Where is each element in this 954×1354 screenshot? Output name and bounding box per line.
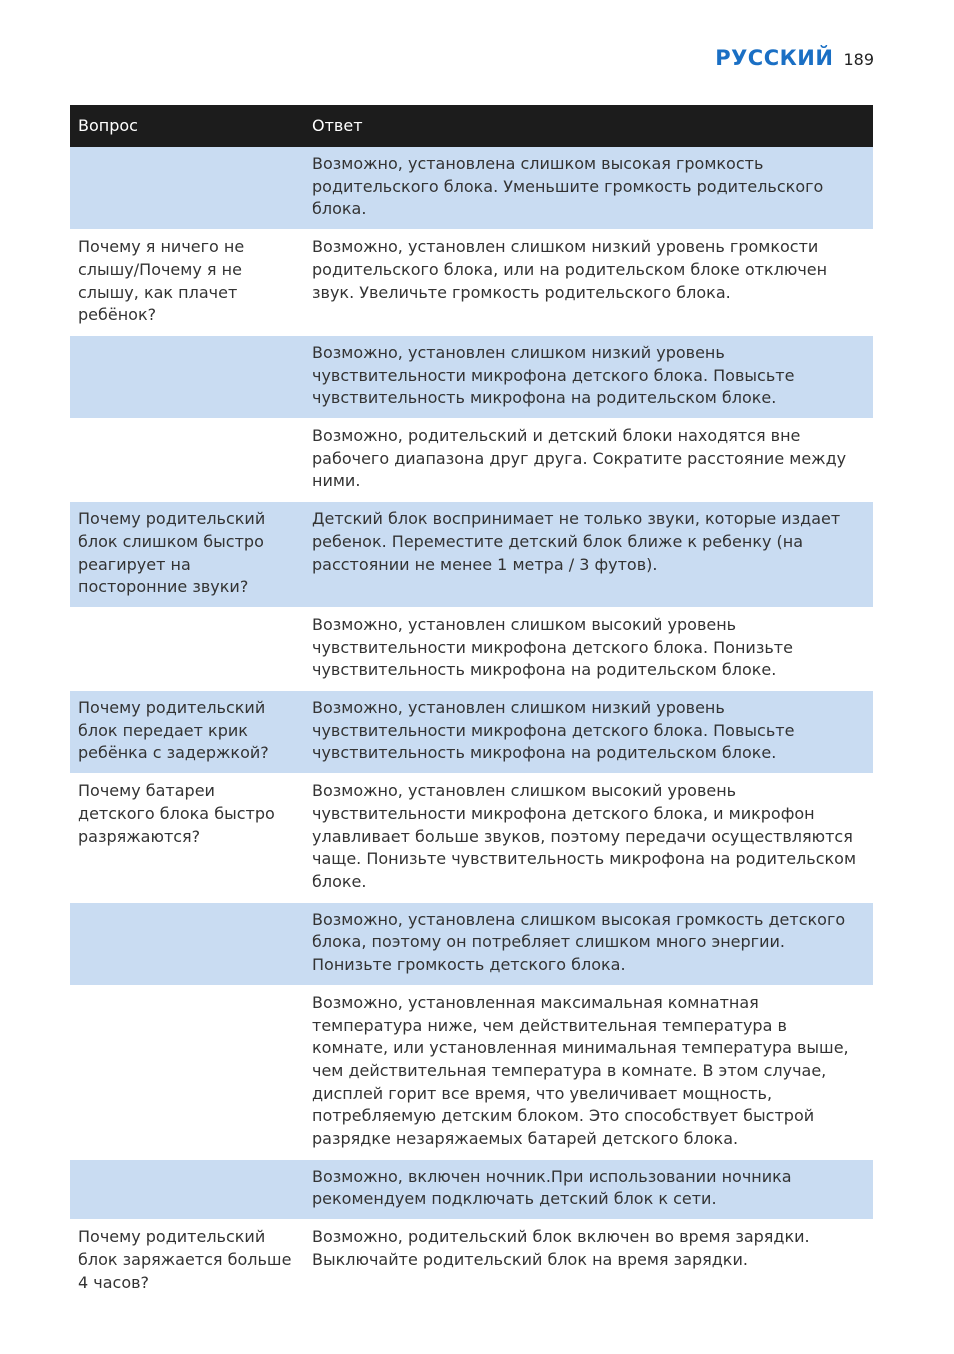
- table-header-row: [70, 105, 873, 147]
- table-row: [70, 774, 873, 903]
- question-cell: [70, 419, 304, 502]
- table-row: [70, 1159, 873, 1219]
- question-cell: Почему батареи детского блока быстро разряжаются?: [70, 774, 304, 903]
- table-row: [70, 419, 873, 502]
- answer-cell: Возможно, включен ночник.При использовании ночника рекомендуем подключать детский блок к сети.: [304, 1159, 873, 1219]
- question-cell: [70, 335, 304, 418]
- question-cell: Почему я ничего не слышу/Почему я не слышу, как плачет ребёнок?: [70, 230, 304, 336]
- answer-cell: Возможно, установлен слишком низкий уровень громкости родительского блока, или на родительском блоке отключен звук. Увеличьте громкость родительского блока.: [304, 230, 873, 336]
- answer-cell: Возможно, установлена слишком высокая громкость родительского блока. Уменьшите громкость родительского блока.: [304, 147, 873, 230]
- answer-cell: Возможно, установлен слишком высокий уровень чувствительности микрофона детского блока, и микрофон улавливает больше звуков, поэтому передачи осуществляются чаще. Понизьте чувствительность микрофона на родительском блоке.: [304, 774, 873, 903]
- column-header-answer: Ответ: [304, 105, 873, 147]
- table-row: [70, 985, 873, 1159]
- question-cell: [70, 1159, 304, 1219]
- question-cell: Почему родительский блок слишком быстро реагирует на посторонние звуки?: [70, 502, 304, 608]
- table-row: [70, 230, 873, 336]
- answer-cell: Детский блок воспринимает не только звуки, которые издает ребенок. Переместите детский блок ближе к ребенку (на расстоянии не менее 1 метра / 3 футов).: [304, 502, 873, 608]
- answer-cell: Возможно, установлен слишком низкий уровень чувствительности микрофона детского блока. Повысьте чувствительность микрофона на родительском блоке.: [304, 335, 873, 418]
- table-row: [70, 607, 873, 690]
- column-header-question: Вопрос: [70, 105, 304, 147]
- faq-table: [70, 105, 873, 1303]
- answer-cell: Возможно, установленная максимальная комнатная температура ниже, чем действительная температура в комнате, или установленная минимальная температура выше, чем действительная температура в комнате. В этом случае, дисплей горит все время, что увеличивает мощность, потребляемую детским блоком. Это способствует быстрой разрядке незаряжаемых батарей детского блока.: [304, 985, 873, 1159]
- question-cell: [70, 607, 304, 690]
- question-cell: Почему родительский блок передает крик ребёнка с задержкой?: [70, 691, 304, 774]
- question-cell: [70, 985, 304, 1159]
- table-row: [70, 902, 873, 985]
- answer-cell: Возможно, установлена слишком высокая громкость детского блока, поэтому он потребляет слишком много энергии. Понизьте громкость детского блока.: [304, 902, 873, 985]
- table-row: [70, 1220, 873, 1303]
- page-header: [715, 46, 874, 70]
- table-row: [70, 147, 873, 230]
- answer-cell: Возможно, родительский блок включен во время зарядки. Выключайте родительский блок на время зарядки.: [304, 1220, 873, 1303]
- table-row: [70, 502, 873, 608]
- question-cell: [70, 902, 304, 985]
- answer-cell: Возможно, родительский и детский блоки находятся вне рабочего диапазона друг друга. Сократите расстояние между ними.: [304, 419, 873, 502]
- language-heading: РУССКИЙ: [715, 46, 834, 70]
- page-number: 189: [843, 50, 874, 69]
- table-row: [70, 691, 873, 774]
- answer-cell: Возможно, установлен слишком низкий уровень чувствительности микрофона детского блока. Повысьте чувствительность микрофона на родительском блоке.: [304, 691, 873, 774]
- question-cell: Почему родительский блок заряжается больше 4 часов?: [70, 1220, 304, 1303]
- answer-cell: Возможно, установлен слишком высокий уровень чувствительности микрофона детского блока. Понизьте чувствительность микрофона на родительском блоке.: [304, 607, 873, 690]
- question-cell: [70, 147, 304, 230]
- table-row: [70, 335, 873, 418]
